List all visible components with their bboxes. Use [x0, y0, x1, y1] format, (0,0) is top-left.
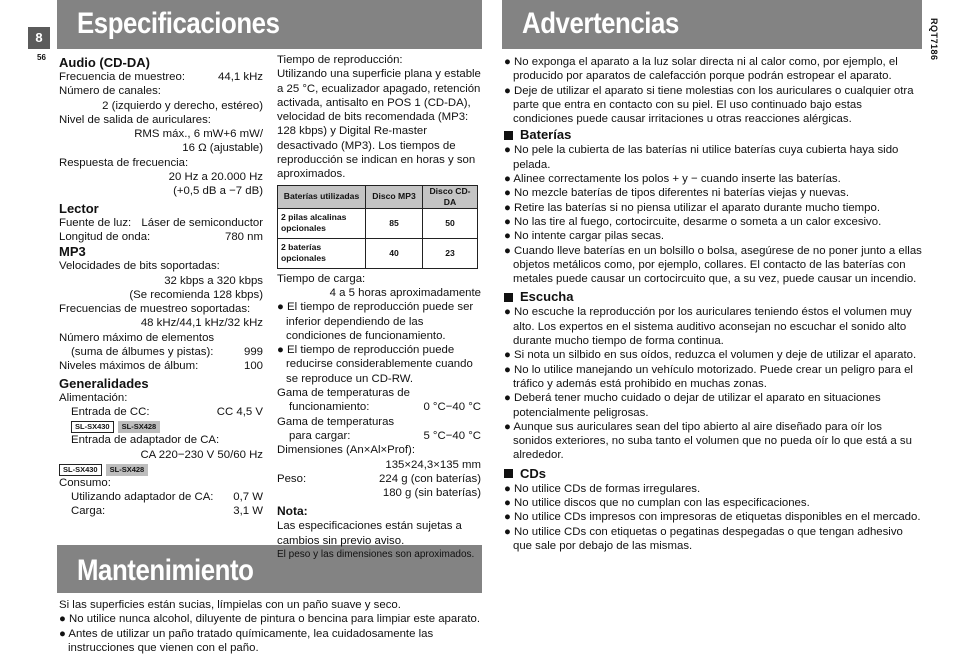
note-item: ● El tiempo de reproducción puede reducirse considerablemente cuando se reproduce un CD-RW.: [277, 344, 473, 385]
list-item: ● Antes de utilizar un paño tratado químicamente, lea cuidadosamente las instrucciones que vienen con el paño.: [59, 627, 434, 654]
audio-heading: Audio (CD-DA): [59, 55, 150, 70]
list-item-text: No utilice discos que no cumplan con las especificaciones.: [514, 497, 810, 510]
list-item: ● Alinee correctamente los polos + y − cuando inserte las baterías.: [504, 173, 841, 186]
list-item: ● No las tire al fuego, cortocircuite, desarme o someta a un calor excesivo.: [504, 215, 882, 228]
list-item: ● No pele la cubierta de las baterías ni utilice baterías cuya cubierta haya sido pelada.: [504, 144, 899, 171]
spec-value: 780 nm: [225, 230, 263, 243]
spec-label: Respuesta de frecuencia:: [59, 156, 189, 169]
spec-value: 100: [243, 360, 263, 373]
spec-label: Número máximo de elementos: [59, 331, 215, 344]
table-cell: 50: [423, 208, 478, 238]
spec-label: Gama de temperaturas: [277, 415, 395, 428]
mantenimiento-title: Mantenimiento: [77, 554, 254, 587]
spec-value: 5 °C−40 °C: [423, 429, 481, 442]
especificaciones-title: Especificaciones: [77, 7, 280, 40]
spec-value: 0,7 W: [233, 491, 263, 504]
model-tag-sx430: SL-SX430: [71, 421, 114, 433]
list-item: ● No mezcle baterías de tipos diferentes ni baterías viejas y nuevas.: [504, 187, 849, 200]
table-cell: 23: [423, 238, 478, 268]
list-item-text: No pele la cubierta de las baterías ni utilice baterías cuya cubierta haya sido pelada.: [513, 144, 899, 171]
advertencias-banner: [502, 0, 922, 49]
specs-column-1: [59, 55, 263, 519]
spec-row: [59, 230, 263, 244]
list-item-text: No escuche la reproducción por los auriculares teniendo éstos el volumen muy alto. Los expertos en el sistema auditivo aconsejan no escuchar el sonido alto durante mucho tiempo de forma continua.: [513, 306, 912, 348]
spec-label: Entrada de CC:: [71, 405, 150, 418]
table-header: Disco MP3: [366, 185, 423, 208]
spec-label: funcionamiento:: [289, 401, 370, 414]
spec-label: Carga:: [71, 505, 106, 518]
section-title: CDs: [520, 465, 547, 481]
baterias-heading: [504, 127, 922, 143]
mantenimiento-text: [59, 598, 484, 655]
list-item: ● No lo utilice manejando un vehículo motorizado. Puede crear un peligro para el tráfico y además está prohibido en muchas zonas.: [504, 363, 913, 390]
list-item-text: No exponga el aparato a la luz solar directa ni al calor como, por ejemplo, el producido por aparatos de calefacción porque podrán estropear el aparato.: [513, 56, 898, 83]
list-item-text: No utilice nunca alcohol, diluyente de pintura o bencina para limpiar este aparato.: [69, 613, 480, 626]
list-item-text: No intente cargar pilas secas.: [514, 230, 665, 243]
spec-row: [59, 490, 263, 504]
spec-label: Número de canales:: [59, 85, 161, 98]
spec-label: para cargar:: [289, 429, 351, 442]
spec-label: Utilizando adaptador de CA:: [71, 491, 214, 504]
list-item: ● Retire las baterías si no piensa utilizar el aparato durante mucho tiempo.: [504, 201, 881, 214]
table-cell: 40: [366, 238, 423, 268]
spec-value: 999: [243, 346, 263, 359]
mantenimiento-intro: Si las superficies están sucias, límpielas con un paño suave y seco.: [59, 599, 401, 611]
specs-column-2: [277, 53, 481, 561]
list-item-text: Alinee correctamente los polos + y − cuando inserte las baterías.: [513, 173, 841, 186]
spec-label: Frecuencias de muestreo soportadas:: [59, 303, 251, 316]
spec-row: [59, 405, 263, 419]
spec-value: (+0,5 dB a −7 dB): [173, 185, 263, 198]
list-item: ● No escuche la reproducción por los auriculares teniendo éstos el volumen muy alto. Los expertos en el sistema auditivo aconsejan no escuchar el sonido alto durante mucho tiempo de forma continua.: [504, 306, 912, 348]
spec-value: 16 Ω (ajustable): [182, 142, 263, 155]
list-item: ● No utilice CDs impresos con impresoras de etiquetas disponibles en el mercado.: [504, 511, 921, 524]
spec-value: (Se recomienda 128 kbps): [129, 288, 263, 301]
table-header: Baterías utilizadas: [278, 185, 366, 208]
play-time-text: activada, antisalto en POS 1 (CD-DA),: [277, 96, 471, 109]
spec-label: Niveles máximos de álbum:: [59, 360, 199, 373]
play-time-text: velocidad de bits recomendada (MP3:: [277, 111, 469, 124]
note-text: El tiempo de reproducción puede ser inferior dependiendo de las condiciones de funcionamiento.: [286, 301, 474, 342]
table-header-row: [278, 185, 478, 208]
spec-value: 224 g (con baterías): [379, 472, 481, 485]
table-header: Disco CD-DA: [423, 185, 478, 208]
spec-value: CA 220−230 V 50/60 Hz: [140, 448, 263, 461]
list-item-text: No las tire al fuego, cortocircuite, desarme o someta a un calor excesivo.: [514, 215, 882, 228]
spec-label: Alimentación:: [59, 391, 128, 404]
spec-value: CC 4,5 V: [216, 405, 263, 418]
spec-row: [59, 504, 263, 518]
model-tag-sx428: SL-SX428: [106, 464, 149, 476]
spec-label: Gama de temperaturas de: [277, 387, 410, 400]
nota-text: Las especificaciones están sujetas a cambios sin previo aviso.: [277, 520, 462, 547]
list-item: ● Cuando lleve baterías en un bolsillo o bolsa, asegúrese de no poner junto a ellas objetos metálicos como, por ejemplo, collares. El contacto de las baterías con metales puede causar un cortocircuito que, a su vez, puede causar un incendio.: [504, 244, 922, 286]
spec-label: Consumo:: [59, 476, 111, 489]
spec-row: [59, 345, 263, 359]
battery-table: [277, 185, 478, 269]
list-item: ● No exponga el aparato a la luz solar directa ni al calor como, por ejemplo, el producido por aparatos de calefacción porque podrán estropear el aparato.: [504, 56, 898, 83]
list-item-text: No lo utilice manejando un vehículo motorizado. Puede crear un peligro para el tráfico y además está prohibido en muchas zonas.: [513, 363, 913, 390]
list-item-text: No mezcle baterías de tipos diferentes ni baterías viejas y nuevas.: [514, 187, 849, 200]
list-item-text: Deberá tener mucho cuidado o dejar de utilizar el aparato en situaciones potencialmente peligrosas.: [513, 392, 881, 419]
list-item-text: Cuando lleve baterías en un bolsillo o bolsa, asegúrese de no poner junto a ellas objetos metálicos como, por ejemplo, collares. El contacto de las baterías con metales puede causar un cortocircuito que, a su vez, puede causar un incendio.: [513, 244, 922, 286]
play-time-text: Utilizando una superficie plana y estable: [277, 68, 481, 81]
spec-value: 32 kbps a 320 kbps: [164, 274, 263, 287]
model-tags: [59, 419, 263, 433]
mp3-heading: MP3: [59, 244, 86, 260]
list-item-text: Retire las baterías si no piensa utilizar el aparato durante mucho tiempo.: [514, 201, 881, 214]
spec-value: 135×24,3×135 mm: [385, 458, 481, 471]
square-bullet-icon: [504, 293, 513, 302]
spec-value: 0 °C−40 °C: [423, 401, 481, 414]
spec-row: [59, 216, 263, 230]
list-item-text: Aunque sus auriculares sean del tipo abierto al aire diseñado para oír los sonidos exteriores, no suba tanto el volumen que no pueda oír lo que está a su alrededor.: [513, 420, 912, 462]
table-cell: 2 baterías opcionales: [278, 238, 366, 268]
play-time-text: Tiempo de reproducción:: [277, 54, 403, 66]
model-tag-sx428: SL-SX428: [118, 421, 161, 433]
spec-row: [277, 429, 481, 443]
play-time-text: desactivado (MP3). Los tiempos de: [277, 139, 456, 152]
page-sub-number: 56: [37, 53, 46, 62]
document-code: RQT7186: [929, 18, 939, 61]
square-bullet-icon: [504, 469, 513, 478]
model-tags: [59, 462, 263, 476]
spec-value: Láser de semiconductor: [141, 216, 263, 229]
section-title: Baterías: [520, 127, 572, 143]
list-item-text: No utilice CDs de formas irregulares.: [514, 482, 701, 495]
spec-label: Dimensiones (An×Al×Prof):: [277, 444, 416, 457]
spec-value: 3,1 W: [233, 505, 263, 518]
spec-label: Tiempo de carga:: [277, 272, 366, 285]
nota-heading: Nota:: [277, 504, 308, 519]
spec-label: Nivel de salida de auriculares:: [59, 113, 211, 126]
note-text: El tiempo de reproducción puede reducirse considerablemente cuando se reproduce un CD-RW.: [286, 344, 473, 385]
spec-label: Longitud de onda:: [59, 230, 151, 243]
generalidades-heading: Generalidades: [59, 375, 149, 391]
cds-heading: [504, 466, 922, 482]
escucha-heading: [504, 289, 922, 305]
spec-value: 44,1 kHz: [218, 71, 263, 83]
spec-row: [59, 359, 263, 373]
baterias-list: [504, 143, 922, 286]
list-item-text: Antes de utilizar un paño tratado químicamente, lea cuidadosamente las instrucciones que vienen con el paño.: [68, 627, 434, 654]
escucha-list: [504, 305, 922, 462]
spec-label: Velocidades de bits soportadas:: [59, 260, 220, 273]
list-item-text: No utilice CDs impresos con impresoras de etiquetas disponibles en el mercado.: [514, 511, 921, 524]
square-bullet-icon: [504, 131, 513, 140]
spec-label: Peso:: [277, 472, 307, 485]
spec-value: 4 a 5 horas aproximadamente: [329, 286, 481, 299]
table-row: [278, 238, 478, 268]
spec-value: 20 Hz a 20.000 Hz: [168, 171, 263, 184]
list-item-text: No utilice CDs con etiquetas o pegatinas despegadas o que tengan adhesivo que sale por debajo de las mismas.: [513, 525, 903, 552]
spec-row: [277, 472, 481, 486]
nota-small-text: El peso y las dimensiones son aproximados.: [277, 549, 475, 561]
list-item-text: Deje de utilizar el aparato si tiene molestias con los auriculares o cualquier otra parte que entra en contacto con su piel. El uso continuado bajo estas condiciones puede causar irritaciones u otras reacciones alérgicas.: [513, 84, 914, 126]
spec-value: 180 g (sin baterías): [382, 487, 481, 500]
section-title: Escucha: [520, 289, 574, 305]
play-time-text: a 25 °C, ecualizador apagado, retención: [277, 82, 481, 95]
spec-value: 48 kHz/44,1 kHz/32 kHz: [140, 317, 263, 330]
lector-heading: Lector: [59, 200, 99, 216]
table-cell: 85: [366, 208, 423, 238]
spec-row: [277, 400, 481, 414]
page-number: 8: [28, 27, 50, 49]
list-item: ● Deje de utilizar el aparato si tiene molestias con los auriculares o cualquier otra parte que entra en contacto con su piel. El uso continuado bajo estas condiciones puede causar irritaciones u otras reacciones alérgicas.: [504, 84, 914, 126]
list-item: ● No utilice discos que no cumplan con las especificaciones.: [504, 497, 810, 510]
play-time-text: 128 kbps) y Digital Re-master: [277, 125, 428, 138]
spec-value: 2 (izquierdo y derecho, estéreo): [102, 99, 263, 112]
advertencias-column: [504, 55, 922, 553]
spec-label: Entrada de adaptador de CA:: [71, 434, 220, 447]
spec-label: (suma de álbumes y pistas):: [71, 346, 214, 359]
spec-label: Fuente de luz:: [59, 216, 132, 229]
list-item: ● Deberá tener mucho cuidado o dejar de utilizar el aparato en situaciones potencialmente peligrosas.: [504, 392, 881, 419]
spec-label: Frecuencia de muestreo:: [59, 71, 185, 83]
list-item: ● No utilice CDs de formas irregulares.: [504, 482, 701, 495]
especificaciones-banner: [57, 0, 482, 49]
play-time-text: reproducción se indican en horas y son: [277, 154, 476, 167]
spec-row: [59, 70, 263, 84]
list-item: ● No intente cargar pilas secas.: [504, 230, 665, 243]
play-time-text: aproximados.: [277, 168, 346, 181]
list-item: ● No utilice nunca alcohol, diluyente de pintura o bencina para limpiar este aparato.: [59, 613, 480, 626]
table-row: [278, 208, 478, 238]
list-item: ● Aunque sus auriculares sean del tipo abierto al aire diseñado para oír los sonidos exteriores, no suba tanto el volumen que no pueda oír lo que está a su alrededor.: [504, 420, 912, 462]
table-cell: 2 pilas alcalinas opcionales: [278, 208, 366, 238]
list-item: ● No utilice CDs con etiquetas o pegatinas despegadas o que tengan adhesivo que sale por debajo de las mismas.: [504, 525, 903, 552]
spec-value: RMS máx., 6 mW+6 mW/: [134, 128, 263, 141]
model-tag-sx430: SL-SX430: [59, 464, 102, 476]
cds-list: [504, 482, 922, 553]
note-item: ● El tiempo de reproducción puede ser inferior dependiendo de las condiciones de funcionamiento.: [277, 301, 474, 342]
list-item-text: Si nota un silbido en sus oídos, reduzca el volumen y deje de utilizar el aparato.: [514, 349, 917, 362]
advertencias-title: Advertencias: [522, 7, 679, 40]
list-item: ● Si nota un silbido en sus oídos, reduzca el volumen y deje de utilizar el aparato.: [504, 349, 917, 362]
